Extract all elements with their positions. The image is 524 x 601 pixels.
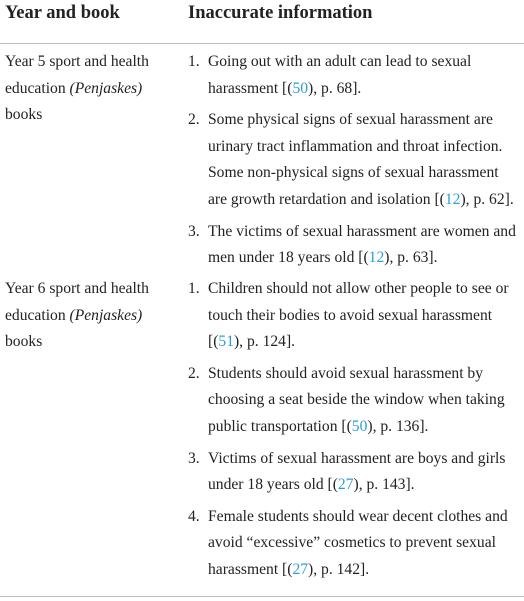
header-divider xyxy=(0,43,524,44)
item-number: 1. xyxy=(188,280,200,297)
book-line: books xyxy=(5,106,43,124)
item-text-end: ), p. 136]. xyxy=(367,417,429,435)
table-bottom-rule xyxy=(0,596,524,597)
header-year-and-book: Year and book xyxy=(5,3,120,23)
information-list xyxy=(188,276,521,589)
item-text-end: ), p. 63]. xyxy=(384,249,438,267)
item-text-end: ), p. 142]. xyxy=(308,560,370,578)
book-cell xyxy=(5,276,177,356)
item-number: 2. xyxy=(188,364,200,382)
item-text: Victims of sexual harassment are boys and girls under 18 years old [( xyxy=(208,449,506,494)
table-header xyxy=(0,0,524,43)
reference-link[interactable]: 12 xyxy=(444,190,461,208)
item-text-end: ), p. 124]. xyxy=(233,333,296,351)
item-number: 1. xyxy=(188,53,200,70)
book-line: Year 5 sport and health xyxy=(5,53,149,70)
list-item xyxy=(188,446,521,499)
item-text: Students should avoid sexual harassment by choosing a seat beside the window when taking public transportation [( xyxy=(208,364,505,435)
information-list xyxy=(188,49,521,277)
item-text: Children should not allow other people to see or touch their bodies to avoid sexual harassment [( xyxy=(208,280,509,351)
item-text-end: ), p. 143]. xyxy=(353,476,415,494)
item-number: 3. xyxy=(188,449,200,467)
reference-link[interactable]: 27 xyxy=(337,476,354,494)
item-text-end: ), p. 62]. xyxy=(460,190,514,208)
list-item xyxy=(188,361,521,441)
item-text-end: ), p. 68]. xyxy=(308,79,362,97)
reference-link[interactable]: 50 xyxy=(292,79,309,97)
book-line: Year 6 sport and health xyxy=(5,280,149,297)
reference-link[interactable]: 27 xyxy=(292,560,309,578)
reference-link[interactable]: 12 xyxy=(368,249,385,267)
item-text: Going out with an adult can lead to sexual harassment [( xyxy=(208,53,472,97)
item-number: 2. xyxy=(188,111,200,129)
book-line: education xyxy=(5,306,70,324)
book-cell xyxy=(5,49,177,129)
list-item xyxy=(188,276,521,356)
book-line: books xyxy=(5,333,43,351)
book-series-name: (Penjaskes) xyxy=(69,306,143,324)
list-item xyxy=(188,219,521,272)
item-number: 3. xyxy=(188,222,200,240)
book-series-name: (Penjaskes) xyxy=(69,79,143,97)
item-text: Some physical signs of sexual harassment are urinary tract inflammation and throat infection. Some non-physical signs of sexual harassment are growth retardation and isolation [( xyxy=(208,111,503,208)
reference-link[interactable]: 50 xyxy=(351,417,368,435)
item-number: 4. xyxy=(188,507,200,525)
list-item xyxy=(188,49,521,102)
list-item xyxy=(188,504,521,584)
reference-link[interactable]: 51 xyxy=(218,333,234,351)
list-item xyxy=(188,107,521,213)
header-inaccurate-information: Inaccurate information xyxy=(188,3,373,23)
book-line: education xyxy=(5,79,70,97)
item-text: The victims of sexual harassment are women and men under 18 years old [( xyxy=(208,222,516,267)
item-text: Female students should wear decent clothes and avoid “excessive” cosmetics to prevent sexual harassment [( xyxy=(208,507,508,578)
